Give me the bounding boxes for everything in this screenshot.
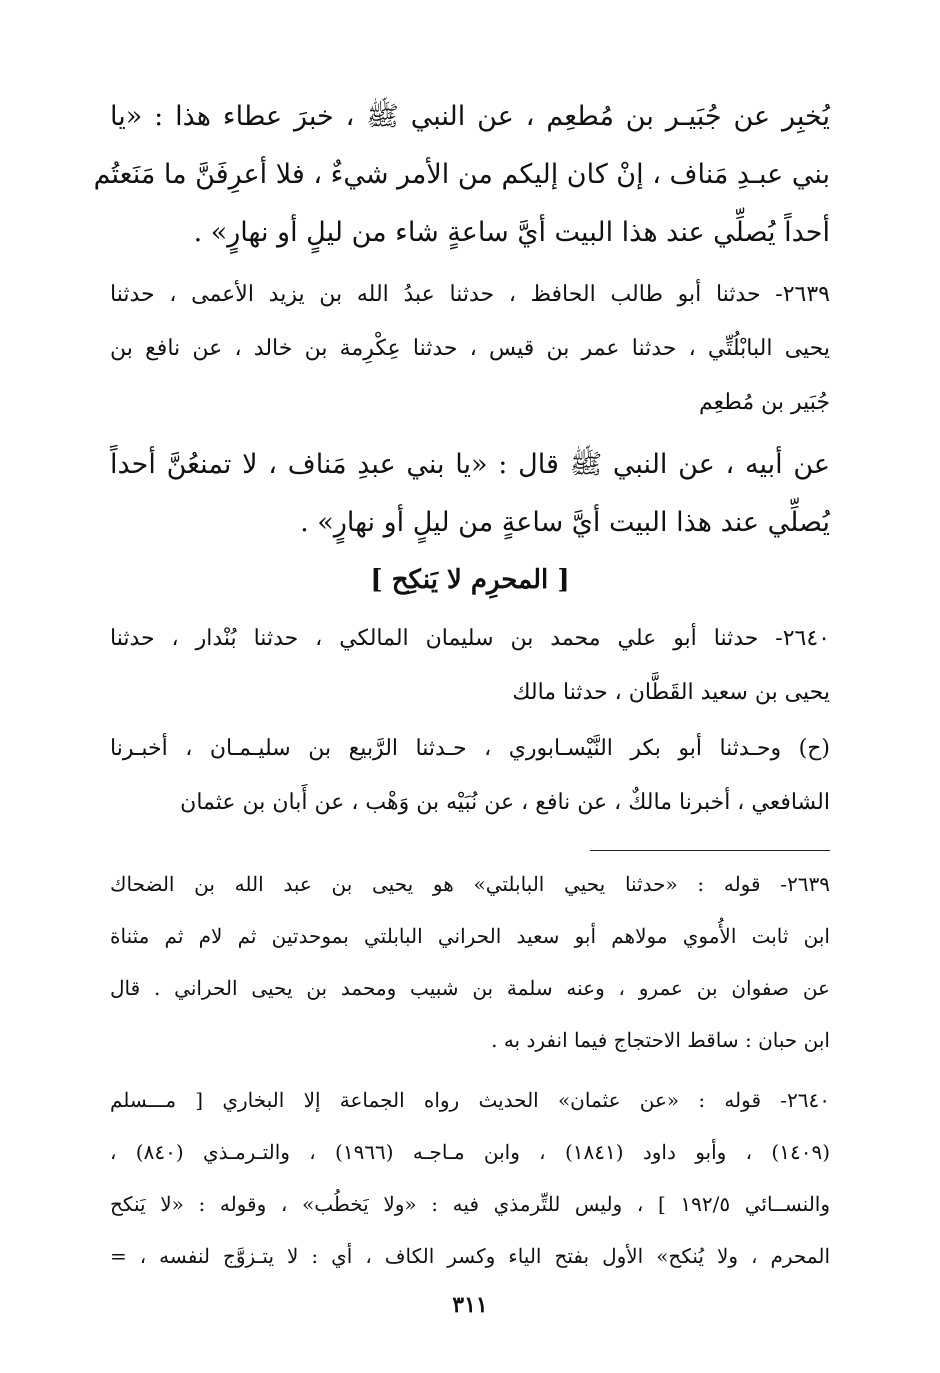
text-line: ابن ثابت الأُموي مولاهم أبو سعيد الحراني البابلتي بموحدتين ثم لام ثم مثناة [110, 924, 830, 948]
section-heading: [ المحرِم لا يَنكِح ] [370, 565, 570, 595]
text-line: يُصلِّي عند هذا البيت أيَّ ساعةٍ من ليلٍ أو نهارٍ» . [300, 507, 830, 538]
text-line: عن صفوان بن عمرو ، وعنه سلمة بن شبيب ومحمد بن يحيى الحراني . قال [110, 976, 830, 1000]
main-text [93, 88, 830, 830]
text-line: يحيى بن سعيد القَطَّان ، حدثنا مالك [512, 680, 830, 705]
footnote-2639 [110, 858, 830, 1066]
text-line: يُخبِر عن جُبَيـر بن مُطعِم ، عن النبي ﷺ ، خبرَ عطاء هذا : «يا [110, 101, 830, 132]
text-line: الشافعي ، أخبرنا مالكٌ ، عن نافع ، عن نُبَيْه بن وَهْب ، عن أَبان بن عثمان [180, 790, 830, 815]
text-line: جُبَير بن مُطعِم [699, 390, 830, 415]
text-line: والنســائي ١٩٢/٥ ] ، وليس للتِّرمذي فيه : «ولا يَخطُب» ، وقوله : «لا يَنكح [110, 1192, 831, 1216]
text-line: بني عبـدِ مَناف ، إنْ كان إليكم من الأمر شيءٌ ، فلا أعرِفَنَّ ما مَنَعتُم [93, 159, 830, 190]
text-line: أحداً يُصلِّي عند هذا البيت أيَّ ساعةٍ شاء من ليلٍ أو نهارٍ» . [193, 217, 830, 248]
footnotes [110, 858, 830, 1282]
hadith-2639-matn [110, 436, 830, 552]
hadith-2640-second-isnad [110, 722, 830, 830]
footnote-2640 [110, 1074, 830, 1282]
text-line: ابن حبان : ساقط الاحتجاج فيما انفرد به . [491, 1028, 830, 1052]
text-line: (١٤٠٩) ، وأبو داود (١٨٤١) ، وابن مـاجـه (١٩٦٦) ، والتـرمـذي (٨٤٠) ، [110, 1140, 831, 1164]
text-line: ٢٦٤٠- قوله : «عن عثمان» الحديث رواه الجماعة إلا البخاري [ مـــسلم [110, 1088, 830, 1112]
text-line: ٢٦٣٩- حدثنا أبو طالب الحافظ ، حدثنا عبدُ الله بن يزيد الأعمى ، حدثنا [110, 282, 830, 307]
page-number: ٣١١ [452, 1292, 488, 1318]
text-line: (ح) وحـدثنا أبو بكر النَّيْسـابوري ، حـدثنا الرَّبيع بن سليـمـان ، أخبـرنا [110, 736, 830, 761]
hadith-2639-isnad [110, 268, 830, 430]
hadith-2640-isnad [110, 612, 830, 720]
text-line: عن أبيه ، عن النبي ﷺ قال : «يا بني عبدِ مَناف ، لا تمنعُنَّ أحداً [110, 449, 830, 480]
footnote-separator [590, 850, 830, 851]
text-line: ٢٦٣٩- قوله : «حدثنا يحيي البابلتي» هو يحيى بن عبد الله بن الضحاك [110, 872, 830, 896]
text-line: ٢٦٤٠- حدثنا أبو علي محمد بن سليمان المالكي ، حدثنا بُنْدار ، حدثنا [110, 626, 830, 651]
text-line: المحرم ، ولا يُنكح» الأول بفتح الياء وكسر الكاف ، أي : لا يتـزوَّج لنفسه ، = [110, 1244, 830, 1268]
text-line: يحيى البابْلُتِّي ، حدثنا عمر بن قيس ، حدثنا عِكْرِمة بن خالد ، عن نافع بن [110, 336, 830, 361]
hadith-continuation-paragraph [93, 88, 830, 262]
